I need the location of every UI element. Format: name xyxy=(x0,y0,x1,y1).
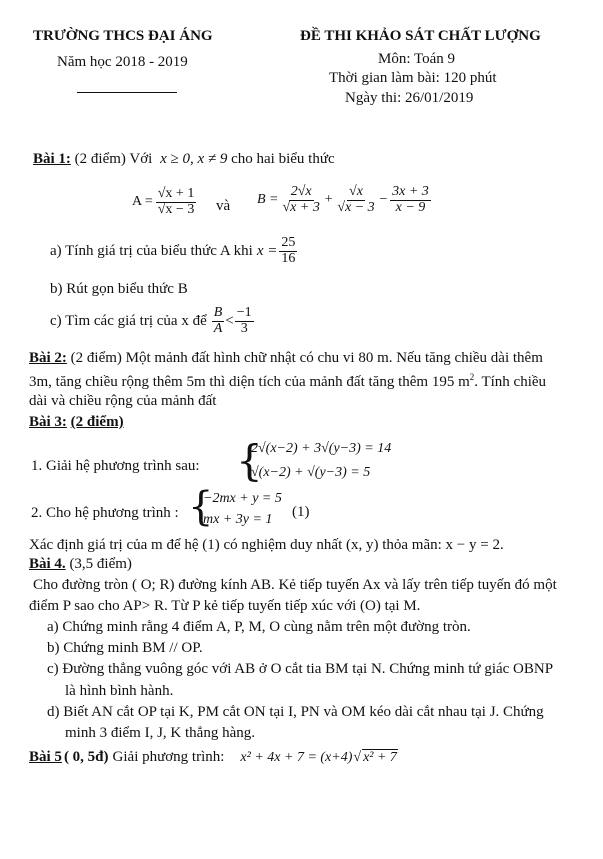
expression-b-term1-den: √x + 3 xyxy=(282,199,320,215)
system2-eq2: mx + 3y = 1 xyxy=(203,512,273,527)
expression-b-term3 xyxy=(390,185,431,215)
bai2-superscript: 2 xyxy=(469,372,475,382)
header-divider xyxy=(77,92,177,93)
bai5-points: ( 0, 5đ) xyxy=(63,749,109,765)
bai4-question-d-1: d) Biết AN cắt OP tại K, PM cắt ON tại I, PN và OM kéo dài cắt nhau tại J. Chứng xyxy=(47,704,544,720)
bai3-question-2: 2. Cho hệ phương trình : xyxy=(31,505,179,521)
bai1-intro: Với xyxy=(129,151,153,167)
bai3-points: (2 điểm) xyxy=(70,414,124,430)
bai4-question-c-2: là hình bình hành. xyxy=(65,683,174,699)
bai1-qc-bound xyxy=(235,306,254,336)
bai1-qc-bound-den: 3 xyxy=(240,320,248,336)
school-year: Năm học 2018 - 2019 xyxy=(57,54,188,70)
bai4-question-a: a) Chứng minh rằng 4 điểm A, P, M, O cùng nằm trên một đường tròn. xyxy=(47,619,471,635)
bai1-qa-x: x = xyxy=(256,242,278,259)
exam-duration: Thời gian làm bài: 120 phút xyxy=(329,70,497,86)
expression-b-term2 xyxy=(335,185,376,215)
system2-reference: (1) xyxy=(292,504,310,520)
bai1-qa-text: a) Tính giá trị của biểu thức A khi xyxy=(50,242,253,259)
bai1-qc-bound-num: −1 xyxy=(236,305,252,320)
expression-b-term3-num: 3x + 3 xyxy=(392,184,429,199)
bai2-text-2a: 3m, tăng chiều rộng thêm 5m thì diện tích của mảnh đất tăng thêm 195 m xyxy=(29,374,470,390)
bai2-line3: dài và chiều rộng của mảnh đất xyxy=(29,393,217,409)
bai4-question-d-2: minh 3 điểm I, J, K thẳng hàng. xyxy=(65,725,255,741)
system2-eq1: −2mx + y = 5 xyxy=(203,491,282,506)
expression-b-term1-num: 2√x xyxy=(290,184,312,199)
bai4-intro-2: điểm P sao cho AP> R. Từ P kẻ tiếp tuyến tiếp xúc với (O) tại M. xyxy=(29,598,421,614)
school-name: TRƯỜNG THCS ĐẠI ÁNG xyxy=(33,28,213,44)
bai5-label: Bài 5 xyxy=(29,749,62,765)
bai1-qc-text: c) Tìm các giá trị của x để xyxy=(50,312,207,329)
expression-b-lhs: B = xyxy=(257,192,279,208)
system2-brace: { xyxy=(188,484,214,530)
bai2-line1 xyxy=(29,350,543,367)
bai1-label: Bài 1: xyxy=(33,151,71,167)
bai1-qc-den: A xyxy=(213,320,223,336)
bai1-qa-num: 25 xyxy=(281,235,296,250)
system1-brace: { xyxy=(236,436,263,485)
bai1-question-a xyxy=(50,236,297,266)
exam-title: ĐỀ THI KHẢO SÁT CHẤT LƯỢNG xyxy=(300,28,541,44)
bai2-text-2b: . Tính chiều xyxy=(474,374,547,390)
expression-a-numerator: √x + 1 xyxy=(157,186,195,201)
bai1-condition: x ≥ 0, x ≠ 9 xyxy=(160,151,228,167)
bai5-text: Giải phương trình: xyxy=(112,749,225,765)
bai4-question-c-1: c) Đường thẳng vuông góc với AB ở O cắt tia BM tại N. Chứng minh tứ giác OBNP xyxy=(47,661,554,677)
expression-b: B = $\frac{2√x}{√x + 3}$ + $\frac{√x}{√x - 3}$ − $\frac{3x + 3}{x - 9}$ xyxy=(257,184,429,215)
bai1-qa-den: 16 xyxy=(281,250,296,266)
expression-b-term2-den: √x − 3 xyxy=(337,199,375,215)
system1-eq2: √(x−2) + √(y−3) = 5 xyxy=(251,465,371,480)
bai4-question-b: b) Chứng minh BM // OP. xyxy=(47,640,203,656)
bai3-label: Bài 3: xyxy=(29,414,67,430)
expression-a-fraction xyxy=(156,187,197,217)
expression-b-term3-den: x − 9 xyxy=(395,199,426,215)
bai1-question-c xyxy=(50,306,254,336)
bai1-points: (2 điểm) xyxy=(74,151,126,167)
bai1-intro-tail: cho hai biểu thức xyxy=(231,151,335,167)
expression-b-term1 xyxy=(281,185,322,215)
bai5-equation-left: x² + 4x + 7 = (x+4) xyxy=(240,749,353,765)
bai4-intro-1: Cho đường tròn ( O; R) đường kính AB. Kẻ tiếp tuyến Ax và lấy trên tiếp tuyến đó một xyxy=(33,577,557,593)
bai1-qc-less-than: < xyxy=(225,312,234,329)
bai5-radical: √ x² + 7 xyxy=(353,750,397,765)
bai3-question-1: 1. Giải hệ phương trình sau: xyxy=(31,458,200,474)
exam-subject: Môn: Toán 9 xyxy=(378,51,456,67)
bai1-heading xyxy=(33,151,335,168)
bai1-qa-fraction xyxy=(279,236,297,266)
bai2-text-1: (2 điểm) Một mảnh đất hình chữ nhật có chu vi 80 m. Nếu tăng chiều dài thêm xyxy=(70,350,543,366)
bai1-question-b: b) Rút gọn biểu thức B xyxy=(50,281,188,297)
expression-a-lhs: A = xyxy=(132,194,153,210)
bai3-question-2-text: Xác định giá trị của m để hệ (1) có nghiệm duy nhất (x, y) thỏa mãn: x − y = 2. xyxy=(29,537,504,553)
exam-date: Ngày thi: 26/01/2019 xyxy=(345,90,474,106)
bai4-heading xyxy=(29,556,132,573)
bai3-heading xyxy=(29,414,124,431)
bai2-label: Bài 2: xyxy=(29,350,67,366)
bai1-qc-num: B xyxy=(213,305,223,320)
bai2-line2 xyxy=(29,372,546,391)
bai4-label: Bài 4. xyxy=(29,556,66,572)
bai1-qc-ratio xyxy=(212,306,225,336)
bai5-line xyxy=(29,749,398,766)
expression-b-term2-num: √x xyxy=(349,184,363,199)
expression-a xyxy=(132,187,196,217)
bai4-points: (3,5 điểm) xyxy=(69,556,132,572)
and-word: và xyxy=(216,198,231,214)
expression-a-denominator: √x − 3 xyxy=(157,201,195,217)
bai5-radicand: x² + 7 xyxy=(363,750,397,765)
system1-eq1: 2√(x−2) + 3√(y−3) = 14 xyxy=(251,441,392,456)
